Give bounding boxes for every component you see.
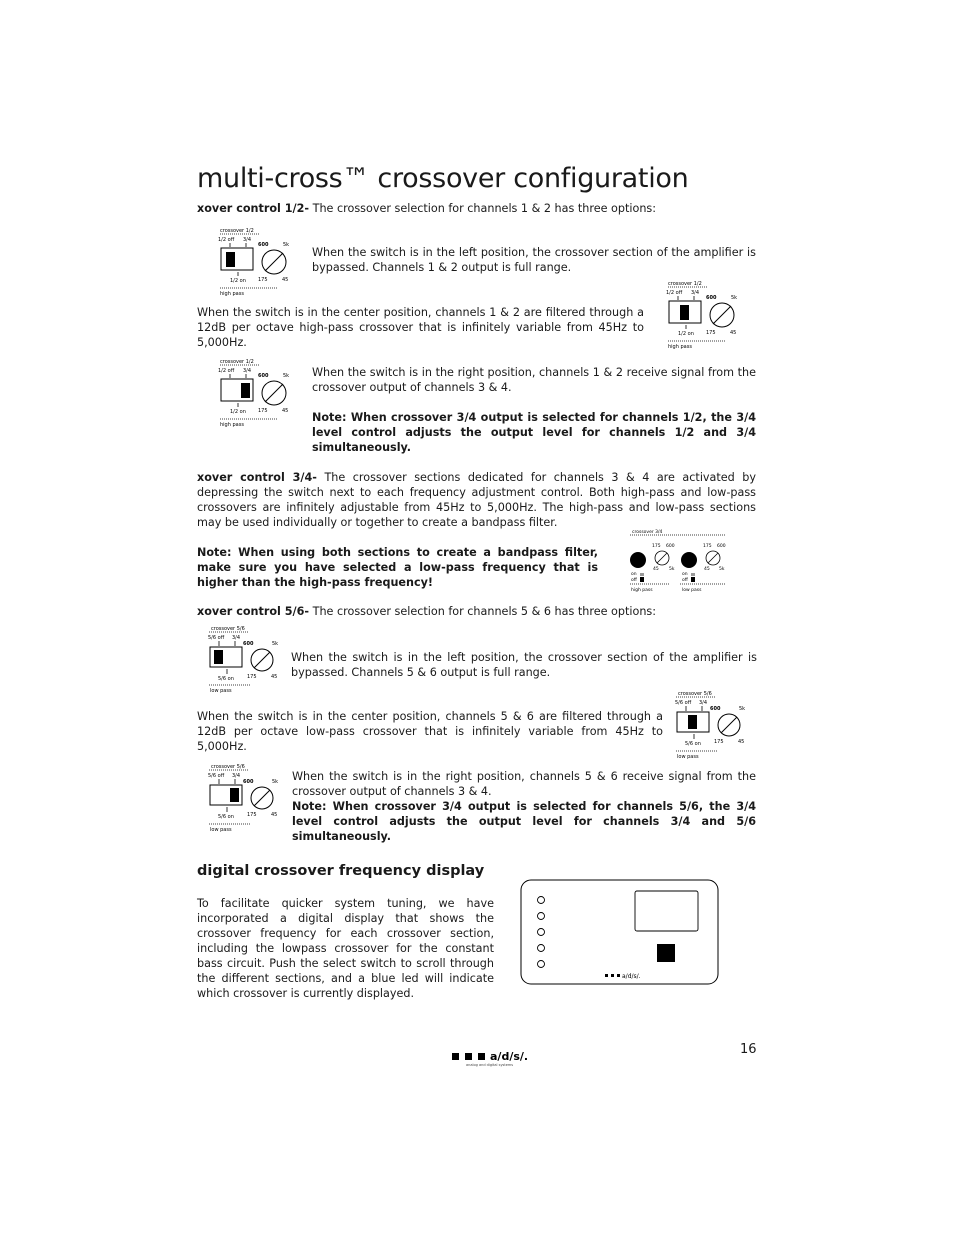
footer-tagline: analog and digital systems bbox=[466, 1063, 514, 1067]
hp-175-label: 175 bbox=[652, 544, 661, 549]
xover56-note: Note: When crossover 3/4 output is selected for channels 5/6, the 3/4 level control adjusts the output level for channels 3/4 and 5/6 simultaneously. bbox=[292, 800, 756, 843]
xover56-center-text: When the switch is in the center position, channels 5 & 6 are filtered through a 12dB per octave low-pass crossover that is infinitely variable from 45Hz to 5,000Hz. bbox=[197, 710, 663, 753]
hp-off-label: off bbox=[631, 578, 637, 583]
dial-5k-label: 5k bbox=[283, 373, 290, 379]
switch-slider bbox=[688, 715, 697, 729]
switch-slider bbox=[214, 650, 223, 664]
switch-slider bbox=[230, 788, 239, 802]
xover34-note: Note: When using both sections to create a bandpass filter, make sure you have selected a low-pass frequency that is higher than the high-pass frequency! bbox=[197, 546, 598, 589]
high-pass-knob bbox=[630, 552, 646, 568]
hp-45-label: 45 bbox=[653, 567, 659, 572]
diagram-label: crossover 5/6 bbox=[678, 691, 712, 697]
crossover12-diagram-right bbox=[218, 358, 298, 428]
dial-45-label: 45 bbox=[730, 330, 737, 336]
dial-600-label: 600 bbox=[258, 373, 269, 379]
pos-34-label: 3/4 bbox=[243, 368, 252, 374]
led-indicator bbox=[538, 945, 545, 952]
diagram-label: crossover 5/6 bbox=[211, 626, 245, 632]
pos-on-label: 1/2 on bbox=[678, 331, 694, 337]
dial-175-label: 175 bbox=[258, 408, 268, 414]
xover56-heading: xover control 5/6- bbox=[197, 605, 310, 618]
pos-on-label: 1/2 on bbox=[230, 278, 246, 284]
xover12-right-text: When the switch is in the right position, channels 1 & 2 receive signal from the crossover output of channels 3 & 4. bbox=[312, 366, 756, 394]
dial-600-label: 600 bbox=[243, 641, 254, 647]
xover56-intro bbox=[197, 604, 757, 619]
pos-34-label: 3/4 bbox=[232, 773, 241, 779]
xover12-intro-text: The crossover selection for channels 1 & 2 has three options: bbox=[312, 202, 657, 215]
dial-600-label: 600 bbox=[258, 242, 269, 248]
xover56-left-text: When the switch is in the left position, the crossover section of the amplifier is bypassed. Channels 5 & 6 output is full range. bbox=[291, 651, 757, 679]
led-indicator bbox=[538, 961, 545, 968]
dial-5k-label: 5k bbox=[731, 295, 738, 301]
dial-600-label: 600 bbox=[243, 779, 254, 785]
crossover56-diagram-center bbox=[674, 689, 754, 761]
mode-label: high pass bbox=[220, 291, 244, 297]
lp-45-label: 45 bbox=[704, 567, 710, 572]
dial-5k-label: 5k bbox=[739, 706, 746, 712]
lp-175-label: 175 bbox=[703, 544, 712, 549]
switch-slider bbox=[226, 252, 235, 267]
pos-on-label: 5/6 on bbox=[218, 814, 234, 820]
xover12-note: Note: When crossover 3/4 output is selected for channels 1/2, the 3/4 level control adjusts the output level for channels 1/2 and 3/4 simultaneously. bbox=[312, 411, 756, 454]
dial-175-label: 175 bbox=[714, 739, 724, 745]
frequency-display-screen bbox=[635, 891, 698, 931]
pos-on-label: 5/6 on bbox=[685, 741, 701, 747]
dial-45-label: 45 bbox=[271, 674, 278, 680]
pos-off-label: 1/2 off bbox=[218, 237, 235, 243]
dial-5k-label: 5k bbox=[272, 641, 279, 647]
mode-label: low pass bbox=[677, 754, 699, 760]
switch-slider bbox=[680, 305, 689, 320]
display-heading: digital crossover frequency display bbox=[197, 863, 485, 879]
hp-5k-label: 5k bbox=[669, 567, 675, 572]
crossover56-diagram-left bbox=[207, 624, 287, 694]
hp-600-label: 600 bbox=[666, 544, 675, 549]
diagram-label: crossover 1/2 bbox=[220, 359, 254, 365]
xover12-center-text: When the switch is in the center position, channels 1 & 2 are filtered through a 12dB per octave high-pass crossover that is infinitely variable from 45Hz to 5,000Hz. bbox=[197, 306, 644, 349]
xover34-heading: xover control 3/4- bbox=[197, 471, 317, 484]
pos-off-label: 5/6 off bbox=[208, 773, 225, 779]
dial-175-label: 175 bbox=[706, 330, 716, 336]
pos-on-label: 1/2 on bbox=[230, 409, 246, 415]
high-pass-label: high pass bbox=[631, 588, 653, 593]
dial-600-label: 600 bbox=[706, 295, 717, 301]
dial-175-label: 175 bbox=[247, 812, 257, 818]
diagram-label: crossover 5/6 bbox=[211, 764, 245, 770]
dial-600-label: 600 bbox=[710, 706, 721, 712]
xover12-intro bbox=[197, 201, 757, 216]
page-number: 16 bbox=[740, 1042, 757, 1057]
diagram-label: crossover 3/4 bbox=[632, 530, 663, 535]
page-title: multi-cross™ crossover configuration bbox=[197, 163, 689, 194]
pos-on-label: 5/6 on bbox=[218, 676, 234, 682]
low-pass-label: low pass bbox=[682, 588, 702, 593]
pos-34-label: 3/4 bbox=[243, 237, 252, 243]
xover34-text: The crossover sections dedicated for channels 3 & 4 are activated by depressing the switch next to each frequency adjustment control. Both high-pass and low-pass crossovers are infinitely adjustable from 45Hz to 5,000Hz. The high-pass and low-pass sections may be used individually or together to create a bandpass filter. bbox=[197, 471, 756, 529]
display-text: To facilitate quicker system tuning, we have incorporated a digital display that shows the crossover frequency for each crossover section, including the lowpass crossover for the constant bass circuit. Push the select switch to scroll through the different sections, and a blue led will indicate which crossover is currently displayed. bbox=[197, 897, 494, 1000]
pos-34-label: 3/4 bbox=[699, 700, 708, 706]
xover56-intro-text: The crossover selection for channels 5 & 6 has three options: bbox=[312, 605, 657, 618]
switch-slider bbox=[241, 383, 250, 398]
low-pass-knob bbox=[681, 552, 697, 568]
diagram-label: crossover 1/2 bbox=[668, 281, 702, 287]
crossover12-diagram-center bbox=[666, 280, 746, 350]
dial-45-label: 45 bbox=[282, 408, 289, 414]
pos-off-label: 1/2 off bbox=[666, 290, 683, 296]
dial-5k-label: 5k bbox=[272, 779, 279, 785]
footer-brand-logo bbox=[452, 1049, 532, 1069]
footer-brand: a/d/s/. bbox=[490, 1050, 529, 1063]
display-panel-diagram bbox=[519, 879, 721, 987]
crossover12-diagram-left bbox=[218, 227, 298, 297]
lp-5k-label: 5k bbox=[719, 567, 725, 572]
mode-label: high pass bbox=[668, 344, 692, 350]
dial-45-label: 45 bbox=[738, 739, 745, 745]
dial-45-label: 45 bbox=[282, 277, 289, 283]
pos-off-label: 1/2 off bbox=[218, 368, 235, 374]
hp-on-label: on bbox=[631, 572, 637, 577]
dial-45-label: 45 bbox=[271, 812, 278, 818]
pos-off-label: 5/6 off bbox=[208, 635, 225, 641]
dial-175-label: 175 bbox=[258, 277, 268, 283]
pos-34-label: 3/4 bbox=[691, 290, 700, 296]
select-switch bbox=[657, 944, 675, 962]
display-brand-logo: a/d/s/. bbox=[622, 973, 641, 980]
xover12-heading: xover control 1/2- bbox=[197, 202, 310, 215]
mode-label: high pass bbox=[220, 422, 244, 428]
crossover34-diagram bbox=[628, 528, 728, 594]
crossover56-diagram-right bbox=[207, 762, 287, 834]
pos-34-label: 3/4 bbox=[232, 635, 241, 641]
lp-on-label: on bbox=[682, 572, 688, 577]
dial-5k-label: 5k bbox=[283, 242, 290, 248]
dial-175-label: 175 bbox=[247, 674, 257, 680]
mode-label: low pass bbox=[210, 688, 232, 694]
led-indicator bbox=[538, 913, 545, 920]
pos-off-label: 5/6 off bbox=[675, 700, 692, 706]
mode-label: low pass bbox=[210, 827, 232, 833]
xover56-right-text: When the switch is in the right position, channels 5 & 6 receive signal from the crossover output of channels 3 & 4. bbox=[292, 770, 756, 798]
led-indicator bbox=[538, 897, 545, 904]
lp-off-label: off bbox=[682, 578, 688, 583]
xover34-paragraph bbox=[197, 470, 756, 530]
led-indicator bbox=[538, 929, 545, 936]
lp-600-label: 600 bbox=[717, 544, 726, 549]
xover12-left-text: When the switch is in the left position, the crossover section of the amplifier is bypassed. Channels 1 & 2 output is full range. bbox=[312, 246, 756, 274]
diagram-label: crossover 1/2 bbox=[220, 228, 254, 234]
